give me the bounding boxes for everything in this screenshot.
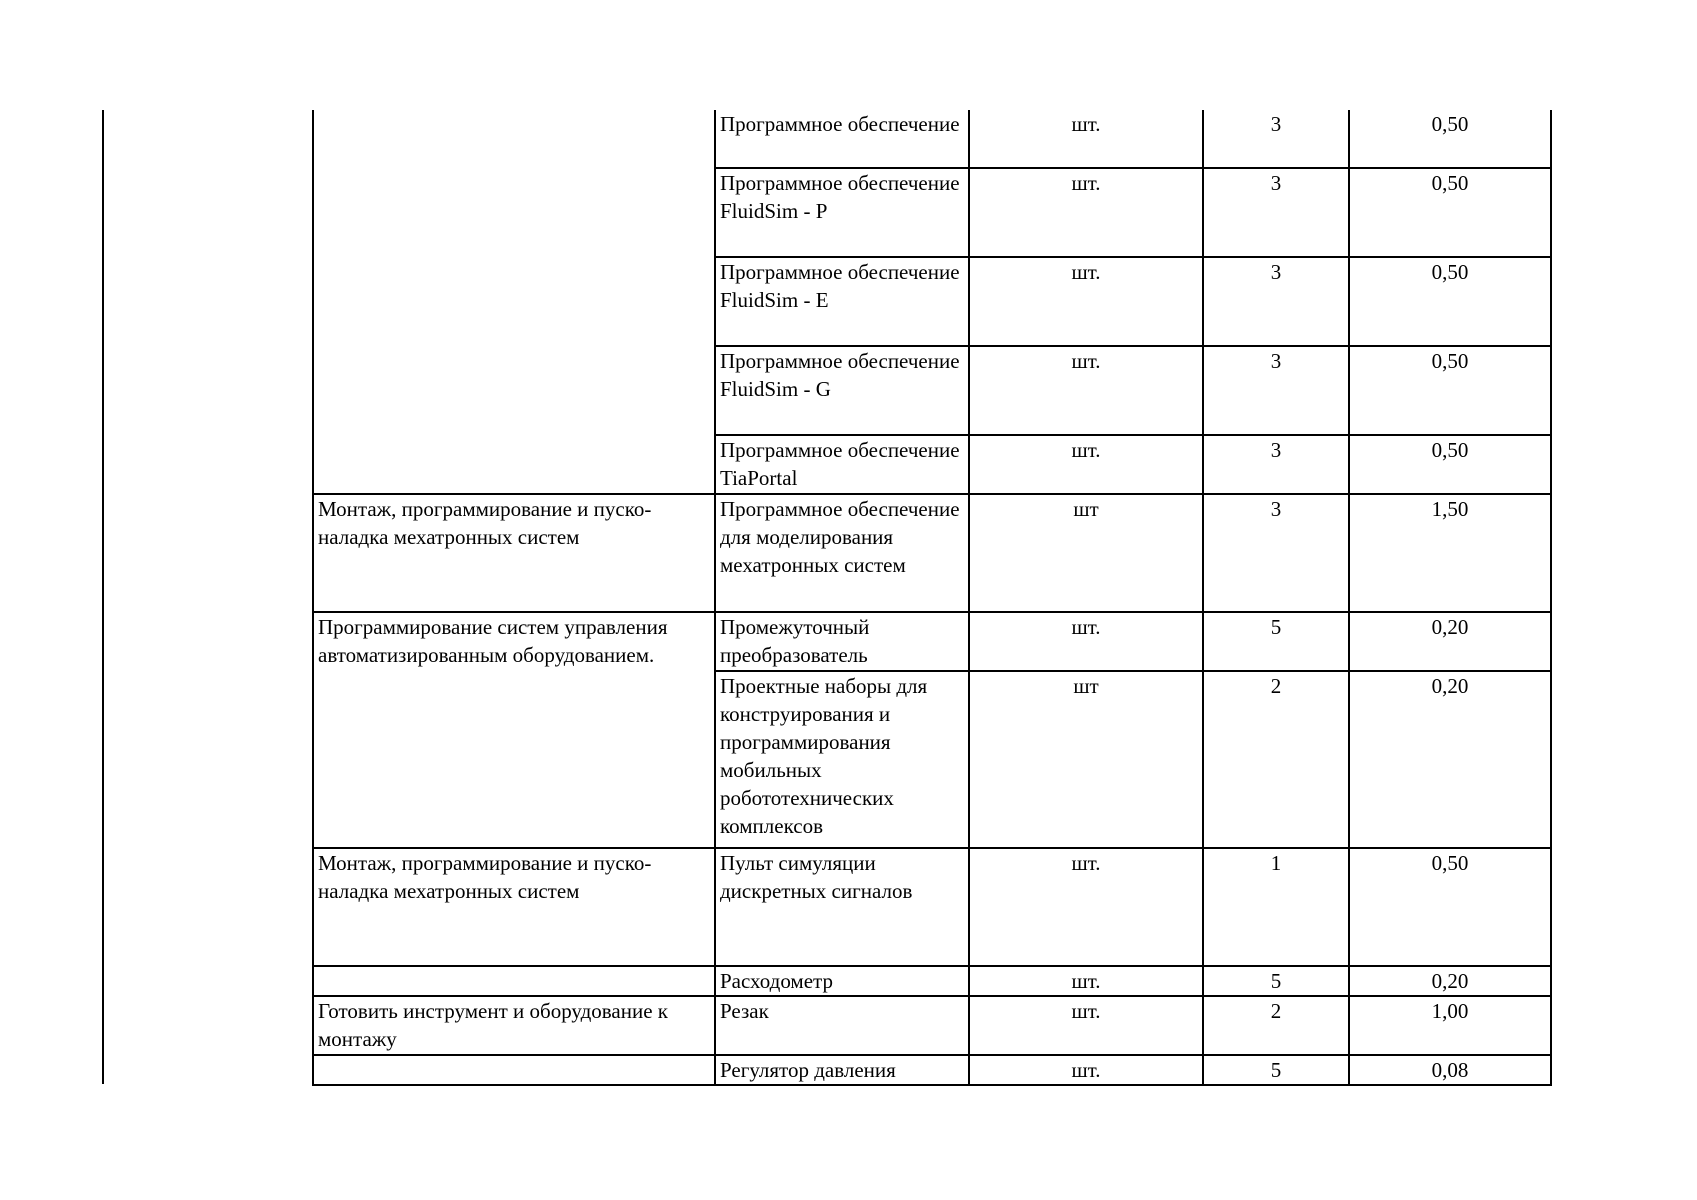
unit-cell: шт.: [969, 1055, 1203, 1085]
table-row: [313, 494, 1551, 612]
unit-cell: шт.: [969, 346, 1203, 435]
equipment-table: [312, 110, 1552, 1086]
quantity-cell: 5: [1203, 1055, 1349, 1085]
activity-cell: Монтаж, программирование и пуско-наладка мехатронных систем: [313, 494, 715, 612]
norm-cell: 1,50: [1349, 494, 1551, 612]
norm-cell: 0,50: [1349, 435, 1551, 494]
activity-cell: [313, 1055, 715, 1085]
equipment-name-cell: Расходометр: [715, 966, 969, 996]
equipment-name-cell: Программное обеспечение для моделирования мехатронных систем: [715, 494, 969, 612]
table-row: [313, 612, 1551, 671]
norm-cell: 1,00: [1349, 996, 1551, 1055]
quantity-cell: 3: [1203, 494, 1349, 612]
quantity-cell: 5: [1203, 612, 1349, 671]
norm-cell: 0,50: [1349, 168, 1551, 257]
quantity-cell: 3: [1203, 257, 1349, 346]
unit-cell: шт.: [969, 110, 1203, 168]
unit-cell: шт.: [969, 435, 1203, 494]
activity-cell: [313, 966, 715, 996]
norm-cell: 0,50: [1349, 257, 1551, 346]
unit-cell: шт.: [969, 612, 1203, 671]
activity-cell: Готовить инструмент и оборудование к монтажу: [313, 996, 715, 1055]
quantity-cell: 2: [1203, 996, 1349, 1055]
norm-cell: 0,50: [1349, 110, 1551, 168]
norm-cell: 0,20: [1349, 966, 1551, 996]
norm-cell: 0,20: [1349, 671, 1551, 848]
unit-cell: шт: [969, 494, 1203, 612]
unit-cell: шт.: [969, 996, 1203, 1055]
norm-cell: 0,08: [1349, 1055, 1551, 1085]
unit-cell: шт.: [969, 966, 1203, 996]
unit-cell: шт.: [969, 168, 1203, 257]
equipment-name-cell: Регулятор давления: [715, 1055, 969, 1085]
table-row: [313, 966, 1551, 996]
quantity-cell: 3: [1203, 346, 1349, 435]
quantity-cell: 3: [1203, 110, 1349, 168]
left-border-line: [102, 110, 104, 1084]
equipment-name-cell: Программное обеспечение TiaPortal: [715, 435, 969, 494]
table-row: [313, 110, 1551, 168]
activity-cell: [313, 110, 715, 494]
unit-cell: шт.: [969, 257, 1203, 346]
equipment-name-cell: Программное обеспечение FluidSim - G: [715, 346, 969, 435]
table-row: [313, 1055, 1551, 1085]
equipment-name-cell: Промежуточный преобразователь: [715, 612, 969, 671]
equipment-name-cell: Программное обеспечение FluidSim - P: [715, 168, 969, 257]
quantity-cell: 5: [1203, 966, 1349, 996]
norm-cell: 0,20: [1349, 612, 1551, 671]
activity-cell: Программирование систем управления автоматизированным оборудованием.: [313, 612, 715, 848]
equipment-name-cell: Проектные наборы для конструирования и программирования мобильных робототехнических комплексов: [715, 671, 969, 848]
equipment-name-cell: Программное обеспечение: [715, 110, 969, 168]
table-row: [313, 848, 1551, 966]
quantity-cell: 2: [1203, 671, 1349, 848]
norm-cell: 0,50: [1349, 848, 1551, 966]
activity-cell: Монтаж, программирование и пуско-наладка мехатронных систем: [313, 848, 715, 966]
equipment-name-cell: Пульт симуляции дискретных сигналов: [715, 848, 969, 966]
unit-cell: шт.: [969, 848, 1203, 966]
quantity-cell: 1: [1203, 848, 1349, 966]
norm-cell: 0,50: [1349, 346, 1551, 435]
quantity-cell: 3: [1203, 168, 1349, 257]
unit-cell: шт: [969, 671, 1203, 848]
equipment-name-cell: Программное обеспечение FluidSim - E: [715, 257, 969, 346]
equipment-name-cell: Резак: [715, 996, 969, 1055]
quantity-cell: 3: [1203, 435, 1349, 494]
table-row: [313, 996, 1551, 1055]
